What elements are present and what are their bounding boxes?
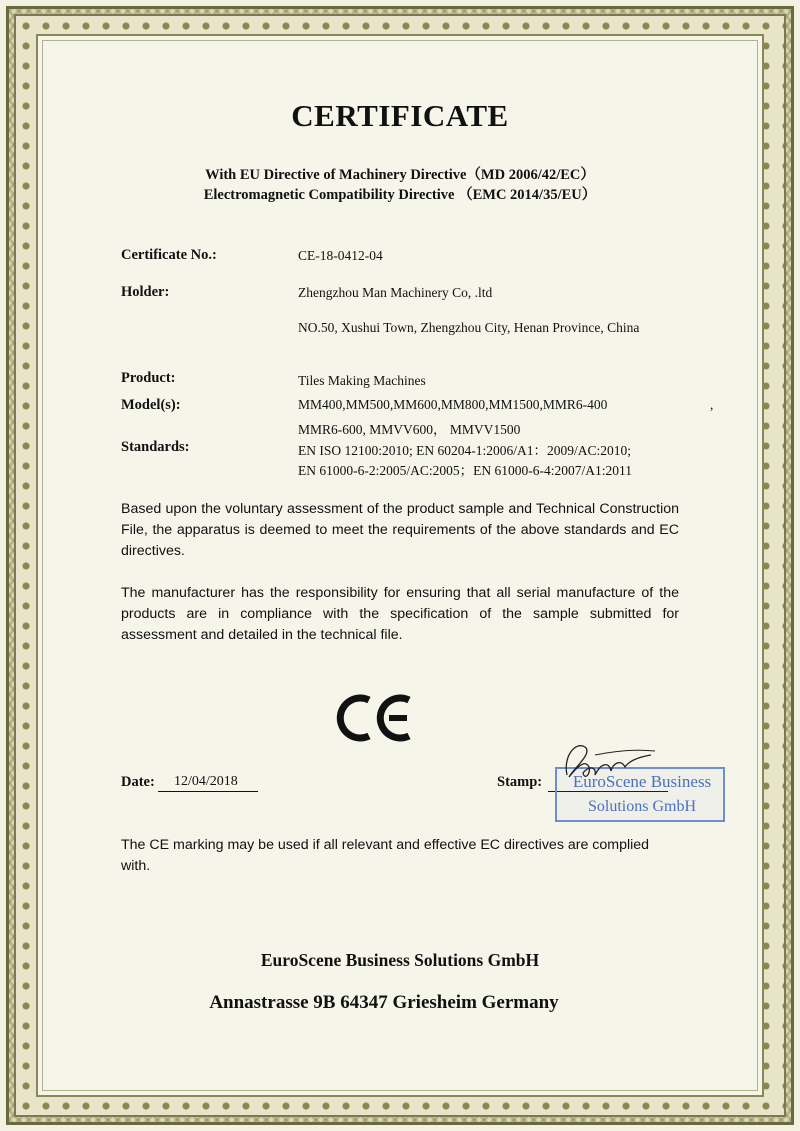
directive-line-2: Electromagnetic Compatibility Directive （EMC 2014/35/EU）	[203, 187, 597, 203]
assessment-paragraph: Based upon the voluntary assessment of the product sample and Technical Construction File, the apparatus is deemed to meet the requirements of the above standards and EC directives.	[121, 501, 679, 559]
standards-line-2: EN 61000-6-2:2005/AC:2005；EN 61000-6-4:2007/A1:2011	[298, 463, 632, 478]
product-value: Tiles Making Machines	[298, 373, 426, 388]
stamp-label: Stamp:	[497, 774, 543, 790]
directive-line-1: With EU Directive of Machinery Directive（MD 2006/42/EC）	[205, 167, 595, 183]
date-value: 12/04/2018	[158, 774, 258, 792]
footer-company-name: EuroScene Business Solutions GmbH	[260, 950, 540, 970]
certificate-no-value: CE-18-0412-04	[298, 248, 383, 263]
standards-line-1: EN ISO 12100:2010; EN 60204-1:2006/A1：2009/AC:2010;	[298, 443, 631, 458]
models-line-2: MMR6-600, MMVV600， MMVV1500	[298, 422, 521, 437]
models-line-1: MM400,MM500,MM600,MM800,MM1500,MMR6-400	[298, 397, 608, 412]
models-trailing-comma: ,	[710, 397, 714, 412]
ce-marking-note: The CE marking may be used if all relevant and effective EC directives are complied with.	[121, 837, 650, 874]
certificate-no-label: Certificate No.:	[121, 247, 217, 263]
standards-label: Standards:	[121, 439, 190, 455]
product-label: Product:	[121, 370, 176, 386]
date-label: Date:	[121, 774, 155, 790]
holder-name: Zhengzhou Man Machinery Co, .ltd	[298, 285, 493, 300]
stamp-text-line-1: EuroScene Business	[572, 772, 712, 791]
signature-icon	[555, 737, 675, 787]
holder-label: Holder:	[121, 284, 170, 300]
stamp-text-line-2: Solutions GmbH	[587, 798, 696, 815]
responsibility-paragraph: The manufacturer has the responsibility for ensuring that all serial manufacture of the products are in compliance with the specification of the sample submitted for assessment and detailed in the technical file.	[121, 585, 679, 643]
footer-address: Annastrasse 9B 64347 Griesheim Germany	[209, 992, 559, 1013]
models-label: Model(s):	[121, 397, 181, 413]
certificate-title: CERTIFICATE	[291, 98, 509, 133]
ce-mark-icon	[335, 692, 415, 744]
holder-address: NO.50, Xushui Town, Zhengzhou City, Henan Province, China	[298, 320, 640, 335]
